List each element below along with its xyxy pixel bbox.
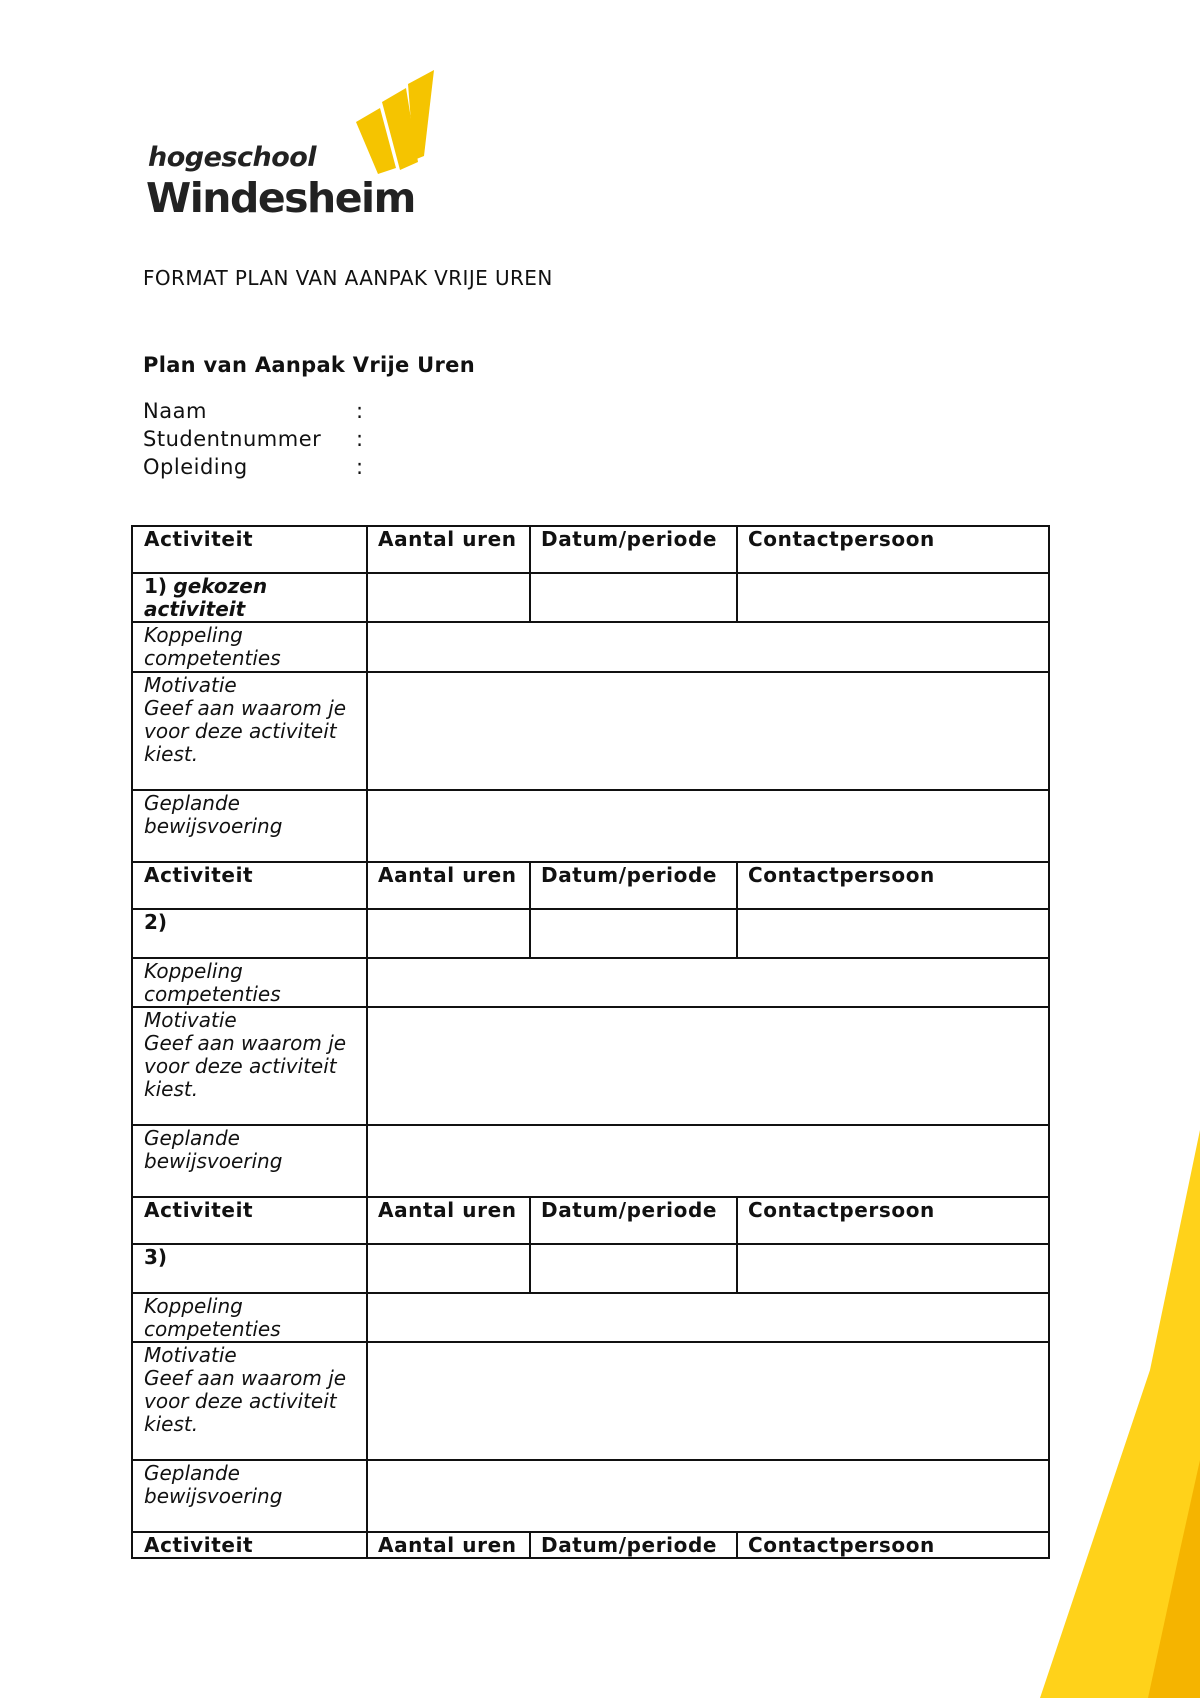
info-label: Naam [143,399,207,423]
activities-table [131,525,1050,1559]
header-activiteit: Activiteit [132,1532,367,1558]
header-aantal-uren: Aantal uren [367,526,530,573]
aantal-uren-cell[interactable] [367,573,530,622]
header-datum-periode: Datum/periode [530,1197,737,1244]
bewijs-label: Geplande bewijsvoering [132,1460,367,1532]
koppeling-label: Koppeling competenties [132,622,367,672]
aantal-uren-cell[interactable] [367,1244,530,1293]
motivatie-text: Geef aan waarom je voor deze activiteit kiest. [144,696,347,766]
activity-name-cell[interactable] [132,1244,367,1293]
logo-text-hogeschool: hogeschool [148,142,317,173]
activity-row-3 [132,1244,1049,1293]
bewijs-row [132,1125,1049,1197]
windesheim-logo [146,70,446,230]
info-colon: : [356,455,364,479]
bewijs-input-cell[interactable] [367,1125,1049,1197]
bewijs-label: Geplande bewijsvoering [132,1125,367,1197]
contactpersoon-cell[interactable] [737,573,1049,622]
koppeling-input-cell[interactable] [367,1293,1049,1342]
contactpersoon-cell[interactable] [737,909,1049,958]
activity-name-cell[interactable] [132,573,367,622]
windesheim-w-logo-icon [336,70,446,180]
motivatie-label [132,1007,367,1125]
plan-title: Plan van Aanpak Vrije Uren [143,353,475,377]
header-row [132,1532,1049,1558]
motivatie-title: Motivatie [144,1343,237,1367]
header-row [132,862,1049,909]
header-contactpersoon: Contactpersoon [737,1532,1049,1558]
koppeling-input-cell[interactable] [367,622,1049,672]
bewijs-input-cell[interactable] [367,1460,1049,1532]
datum-periode-cell[interactable] [530,1244,737,1293]
header-contactpersoon: Contactpersoon [737,862,1049,909]
header-contactpersoon: Contactpersoon [737,1197,1049,1244]
header-row [132,1197,1049,1244]
logo-text-windesheim: Windesheim [146,174,415,222]
activity-row-2 [132,909,1049,958]
datum-periode-cell[interactable] [530,573,737,622]
header-aantal-uren: Aantal uren [367,1532,530,1558]
motivatie-input-cell[interactable] [367,1007,1049,1125]
motivatie-row [132,1342,1049,1460]
activity-number: 2) [144,910,168,934]
activity-name: gekozen activiteit [144,574,268,621]
header-contactpersoon: Contactpersoon [737,526,1049,573]
bewijs-row [132,790,1049,862]
header-activiteit: Activiteit [132,862,367,909]
header-datum-periode: Datum/periode [530,526,737,573]
koppeling-label: Koppeling competenties [132,958,367,1007]
motivatie-row [132,1007,1049,1125]
header-activiteit: Activiteit [132,526,367,573]
bewijs-label: Geplande bewijsvoering [132,790,367,862]
koppeling-row [132,622,1049,672]
activity-number: 3) [144,1245,168,1269]
motivatie-title: Motivatie [144,1008,237,1032]
info-label: Opleiding [143,455,248,479]
motivatie-label [132,672,367,790]
header-aantal-uren: Aantal uren [367,1197,530,1244]
document-title: FORMAT PLAN VAN AANPAK VRIJE UREN [143,266,553,290]
motivatie-input-cell[interactable] [367,1342,1049,1460]
motivatie-text: Geef aan waarom je voor deze activiteit kiest. [144,1366,347,1436]
bewijs-row [132,1460,1049,1532]
motivatie-text: Geef aan waarom je voor deze activiteit kiest. [144,1031,347,1101]
header-datum-periode: Datum/periode [530,862,737,909]
info-label: Studentnummer [143,427,322,451]
header-datum-periode: Datum/periode [530,1532,737,1558]
header-row [132,526,1049,573]
koppeling-row [132,958,1049,1007]
contactpersoon-cell[interactable] [737,1244,1049,1293]
koppeling-label: Koppeling competenties [132,1293,367,1342]
motivatie-label [132,1342,367,1460]
header-aantal-uren: Aantal uren [367,862,530,909]
header-activiteit: Activiteit [132,1197,367,1244]
decorative-yellow-shape-icon [1030,1130,1200,1698]
info-colon: : [356,399,364,423]
koppeling-row [132,1293,1049,1342]
activity-name-cell[interactable] [132,909,367,958]
motivatie-input-cell[interactable] [367,672,1049,790]
activity-number: 1) [144,574,168,598]
motivatie-title: Motivatie [144,673,237,697]
bewijs-input-cell[interactable] [367,790,1049,862]
koppeling-input-cell[interactable] [367,958,1049,1007]
aantal-uren-cell[interactable] [367,909,530,958]
activity-row-1 [132,573,1049,622]
motivatie-row [132,672,1049,790]
info-colon: : [356,427,364,451]
datum-periode-cell[interactable] [530,909,737,958]
